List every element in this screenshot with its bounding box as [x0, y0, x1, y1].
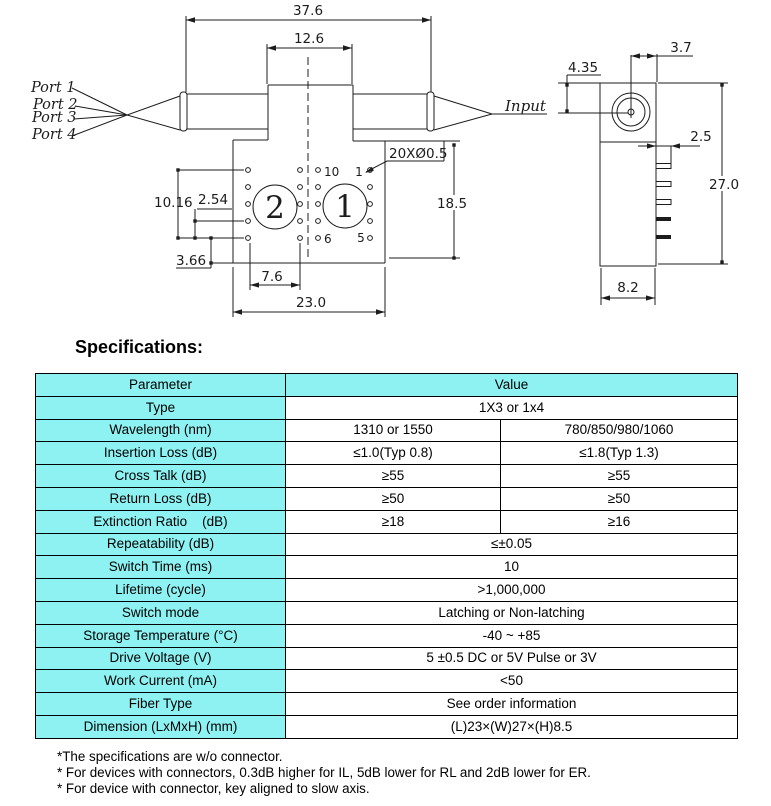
footnotes — [57, 749, 591, 797]
dim-body-depth-text: 8.2 — [617, 280, 639, 296]
table-row-storage-temperature — [36, 624, 738, 647]
dim-base-height-text: 18.5 — [436, 196, 468, 212]
param-cell: Switch mode — [36, 601, 286, 624]
port-3-label: Port 3 — [32, 110, 77, 126]
header-value: Value — [286, 374, 738, 397]
value-cell: -40 ~ +85 — [286, 624, 738, 647]
dim-pin-pitch-text: 2.54 — [198, 192, 229, 208]
dim-block-width — [267, 31, 352, 84]
table-row-repeatability — [36, 533, 738, 556]
header-parameter: Parameter — [36, 374, 286, 397]
side-view-pins — [656, 164, 671, 240]
param-cell: Work Current (mA) — [36, 670, 286, 693]
switch-tube — [180, 92, 434, 131]
param-cell: Repeatability (dB) — [36, 533, 286, 556]
value-cell: 1X3 or 1x4 — [286, 396, 738, 419]
param-cell: Cross Talk (dB) — [36, 465, 286, 488]
value-cell: ≤1.0(Typ 0.8) — [286, 442, 501, 465]
table-row-lifetime — [36, 579, 738, 602]
table-row-cross-talk — [36, 465, 738, 488]
value-cell: 1310 or 1550 — [286, 419, 501, 442]
hole-callout-text: 20XØ0.5 — [389, 146, 448, 162]
pin-1-label: 1 — [355, 165, 363, 179]
specifications-heading: Specifications: — [75, 337, 204, 357]
dim-hole-offset-y-text: 4.35 — [568, 60, 599, 76]
pin-10-label: 10 — [324, 165, 340, 179]
footnote-line: * For device with connector, key aligned to slow axis. — [57, 780, 370, 796]
param-cell: Storage Temperature (°C) — [36, 624, 286, 647]
value-cell: ≥55 — [286, 465, 501, 488]
dim-hole-offset-x-text: 3.7 — [670, 40, 692, 56]
pin-6-label: 6 — [324, 232, 332, 246]
value-cell: >1,000,000 — [286, 579, 738, 602]
dim-base-width-text: 23.0 — [295, 295, 327, 311]
dim-pin-offset — [176, 236, 233, 269]
table-row-drive-voltage — [36, 647, 738, 670]
table-row-fiber-type — [36, 693, 738, 716]
param-cell: Drive Voltage (V) — [36, 647, 286, 670]
footnote-line: *The specifications are w/o connector. — [57, 749, 283, 764]
param-cell: Type — [36, 396, 286, 419]
switch-2-circle — [253, 185, 297, 229]
pin-5-label: 5 — [357, 231, 365, 245]
port-4-label: Port 4 — [32, 127, 77, 143]
dim-hole-offset-y — [558, 60, 601, 113]
table-row-wavelength — [36, 419, 738, 442]
param-cell: Insertion Loss (dB) — [36, 442, 286, 465]
dim-body-depth — [601, 268, 655, 305]
value-cell: (L)23×(W)27×(H)8.5 — [286, 715, 738, 738]
table-row-dimension — [36, 715, 738, 738]
param-cell: Switch Time (ms) — [36, 556, 286, 579]
mechanical-drawing — [0, 0, 771, 332]
value-cell: See order information — [286, 693, 738, 716]
param-cell: Fiber Type — [36, 693, 286, 716]
table-row-type — [36, 396, 738, 419]
param-cell: Return Loss (dB) — [36, 487, 286, 510]
value-cell: ≥55 — [501, 465, 738, 488]
fiber-fan — [72, 88, 180, 136]
value-cell: ≤1.8(Typ 1.3) — [501, 442, 738, 465]
value-cell: ≥50 — [286, 487, 501, 510]
dim-pin-length-text: 2.5 — [690, 129, 712, 145]
value-cell: ≥50 — [501, 487, 738, 510]
table-row-insertion-loss — [36, 442, 738, 465]
dim-pin-pitch — [193, 192, 244, 240]
port-1-label: Port 1 — [31, 80, 76, 96]
switch-1-circle — [323, 184, 367, 228]
value-cell: ≥18 — [286, 510, 501, 533]
param-cell: Lifetime (cycle) — [36, 579, 286, 602]
table-row-switch-time — [36, 556, 738, 579]
dim-overall-length-text: 37.6 — [292, 3, 324, 19]
param-cell: Dimension (LxMxH) (mm) — [36, 715, 286, 738]
table-row-return-loss — [36, 487, 738, 510]
dim-body-height-text: 27.0 — [708, 177, 740, 193]
input-label: Input — [505, 97, 546, 115]
value-cell: Latching or Non-latching — [286, 601, 738, 624]
port-2-label: Port 2 — [33, 97, 78, 113]
dim-pin-col-span-text: 7.6 — [261, 269, 283, 285]
dim-base-width — [233, 267, 385, 317]
specifications-table — [35, 373, 738, 739]
table-row-work-current — [36, 670, 738, 693]
switch-2-number: 2 — [265, 190, 285, 226]
footnote-line: * For devices with connectors, 0.3dB higher for IL, 5dB lower for RL and 2dB lower for ER. — [57, 764, 591, 780]
dim-pin-offset-text: 3.66 — [176, 253, 207, 269]
hole-callout — [365, 141, 448, 173]
table-header-row — [36, 374, 738, 397]
dim-hole-offset-x — [631, 40, 693, 82]
value-cell: 10 — [286, 556, 738, 579]
param-cell: Wavelength (nm) — [36, 419, 286, 442]
switch-1-number: 1 — [335, 189, 355, 225]
dim-block-width-text: 12.6 — [293, 31, 325, 47]
value-cell: <50 — [286, 670, 738, 693]
value-cell: 780/850/980/1060 — [501, 419, 738, 442]
value-cell: 5 ±0.5 DC or 5V Pulse or 3V — [286, 647, 738, 670]
value-cell: ≥16 — [501, 510, 738, 533]
table-row-extinction-ratio — [36, 510, 738, 533]
dim-pin-row-span-text: 10.16 — [154, 195, 193, 211]
value-cell: ≤±0.05 — [286, 533, 738, 556]
table-row-switch-mode — [36, 601, 738, 624]
side-view-body — [558, 55, 656, 266]
param-cell: Extinction Ratio (dB) — [36, 510, 286, 533]
dim-pin-col-span — [250, 243, 300, 290]
